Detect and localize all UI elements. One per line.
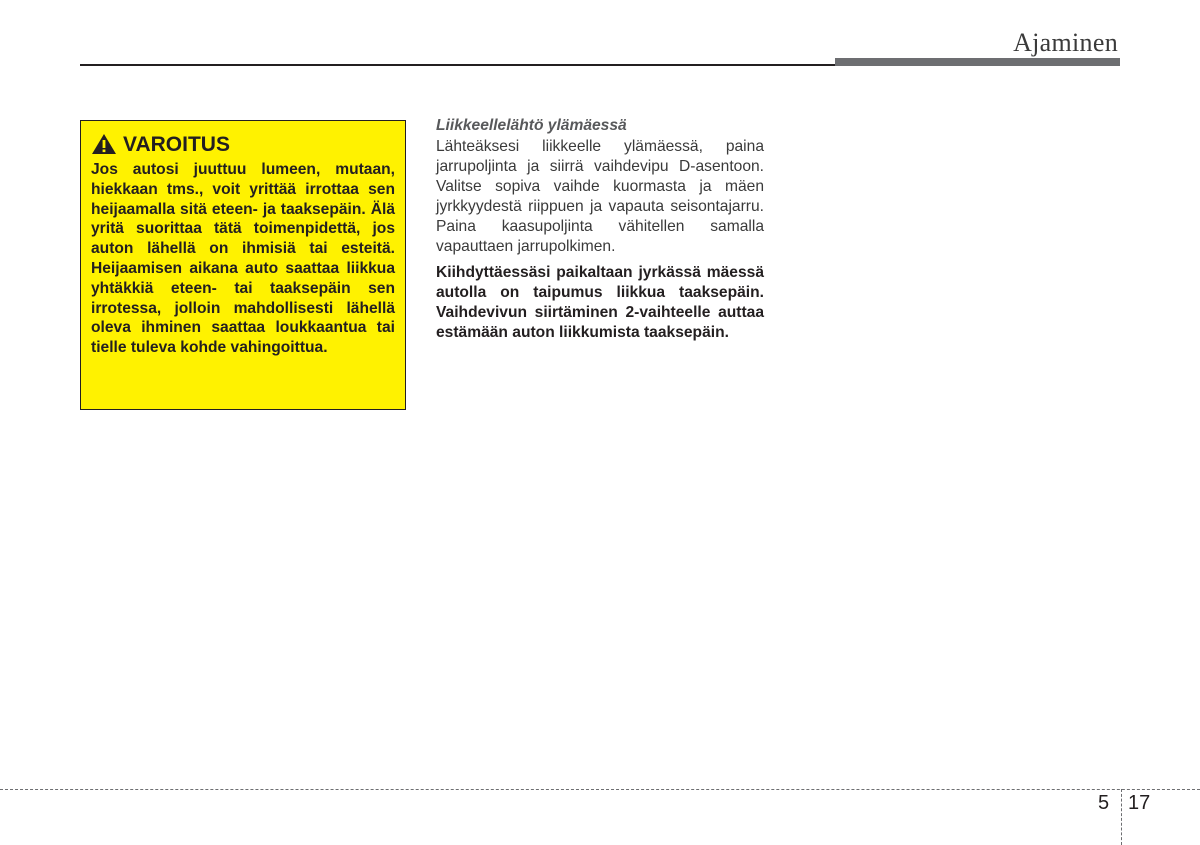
header-rule-accent xyxy=(835,58,1120,66)
warning-title: VAROITUS xyxy=(123,132,230,156)
chapter-number: 5 xyxy=(1098,792,1110,814)
section-note: Kiihdyttäessäsi paikaltaan jyrkässä mäessä autolla on taipumus liikkua taaksepäin. Vaihdevivun siirtäminen 2-vaihteelle auttaa estämään auton liikkumista taaksepäin. xyxy=(436,264,764,341)
section-body: Lähteäksesi liikkeelle ylämäessä, paina jarrupoljinta ja siirrä vaihdevipu D-asentoon. Valitse sopiva vaihde kuormasta ja mäen jyrkkyydestä riippuen ja vapauta seisontajarru. Paina kaasupoljinta vähitellen samalla vapauttaen jarrupolkimen. xyxy=(436,138,764,255)
section-uphill-start xyxy=(436,116,764,343)
warning-triangle-icon xyxy=(91,133,117,155)
header-rule xyxy=(80,64,835,66)
page-header-title: Ajaminen xyxy=(1013,28,1118,57)
footer-divider xyxy=(1121,789,1122,845)
warning-box xyxy=(80,120,406,410)
section-heading: Liikkeellelähtö ylämäessä xyxy=(436,117,627,134)
warning-header xyxy=(91,133,395,155)
page-number: 17 xyxy=(1128,792,1151,814)
warning-text: Jos autosi juuttuu lumeen, mutaan, hiekkaan tms., voit yrittää irrottaa sen heijaamalla sitä eteen- ja taaksepäin. Älä yritä suorittaa tätä toimenpidettä, jos auton lähellä on ihmisiä tai esteitä. Heijaamisen aikana auto saattaa liikkua yhtäkkiä eteen- tai taaksepäin sen irrotessa, jolloin mahdollisesti lähellä oleva ihminen saattaa loukkaantua tai tielle tuleva kohde vahingoittua. xyxy=(91,161,395,357)
footer-rule xyxy=(0,789,1200,790)
